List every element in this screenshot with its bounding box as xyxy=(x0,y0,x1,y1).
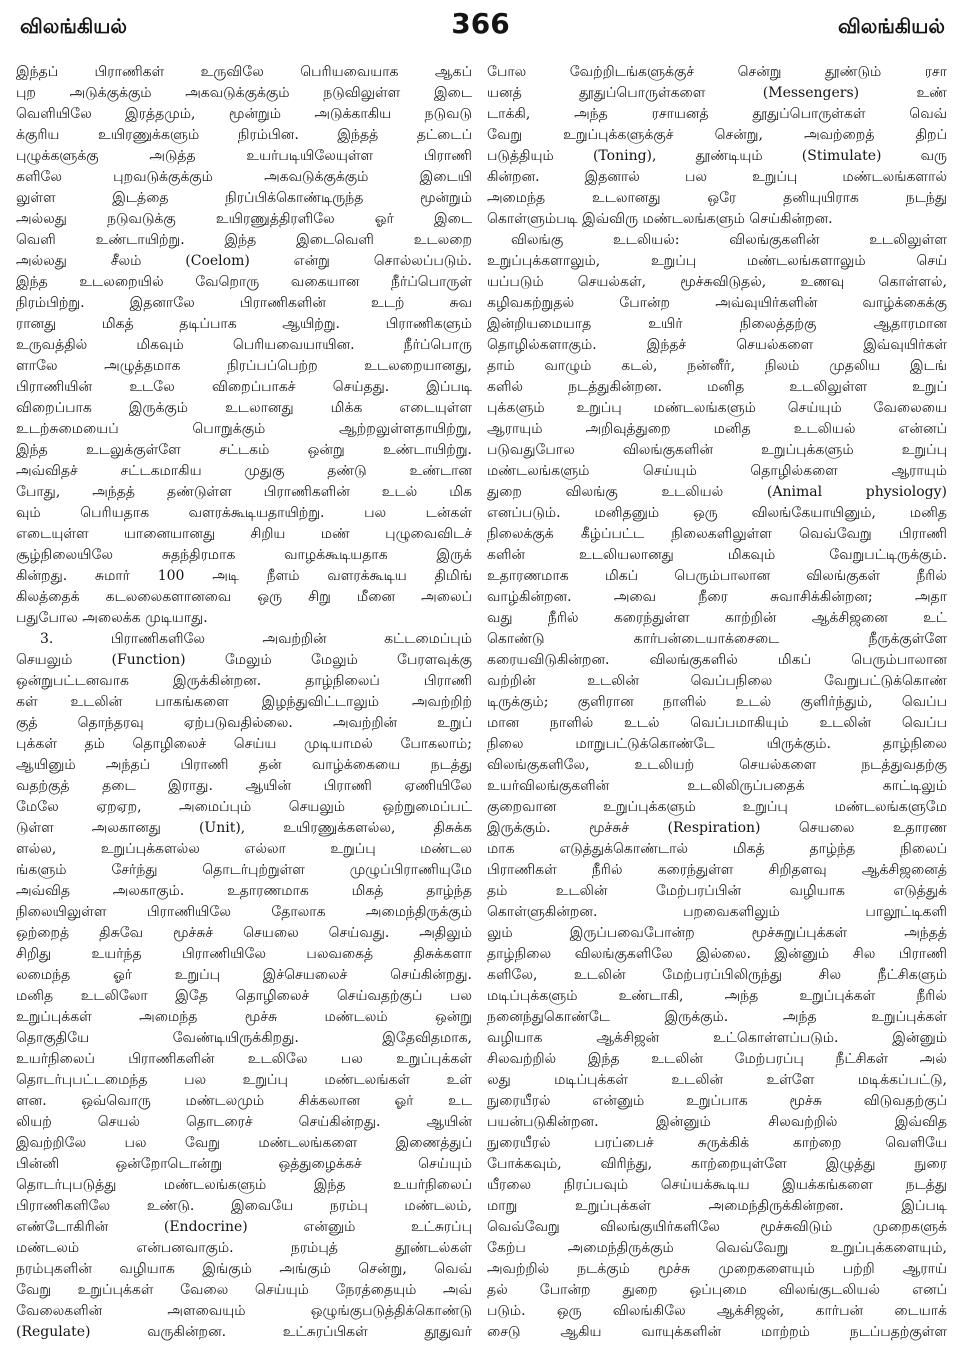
text-line: தொடர்புபட்டமைந்த பல உறுப்பு மண்டலங்கள் உள் xyxy=(16,1072,472,1088)
text-line: எனப்படும். மனிதனும் ஒரு விலங்கேயாயினும், மனித xyxy=(487,505,947,521)
text-line: பிராணிகள் நீரில் கரைந்துள்ள சிறிதளவு ஆக்சிஜனைத் xyxy=(487,862,947,878)
text-line: அமைந்த உடலானது ஒரே தனியுயிராக நடந்து xyxy=(487,190,947,206)
text-line: பயன்படுகின்றன. இன்னும் சிலவற்றில் இவ்வித xyxy=(487,1114,947,1130)
text-line: இந்தப் பிராணிகள் உருவிலே பெரியவையாக ஆகப் xyxy=(16,64,472,80)
text-line: அல்லது நடுவடுக்கு உயிரணுத்திரளிலே ஓர் இடை xyxy=(16,211,472,227)
text-line: மாக எடுத்துக்கொண்டால் மிகத் தாழ்ந்த நிலைப் xyxy=(487,841,947,857)
text-line: தம் உடலின் மேற்பரப்பின் வழியாக எடுத்துக் xyxy=(487,883,947,899)
text-line: உருவத்தில் மிகவும் பெரியவையாயின. நீர்ப்பொரு xyxy=(16,337,472,353)
text-line: ஆயினும் அந்தப் பிராணி தன் வாழ்க்கையை நடத்து xyxy=(16,757,472,773)
text-line: தாழ்நிலை விலங்குகளிலே இல்லை. இன்னும் சில பிராணி xyxy=(487,946,947,962)
text-line: குறைவான உறுப்புக்களும் உறுப்பு மண்டலங்களுமே xyxy=(487,799,947,815)
text-line: அவ்வித அலகாகும். உதாரணமாக மிகத் தாழ்ந்த xyxy=(16,883,472,899)
text-line: படுத்தியும் (Toning), தூண்டியும் (Stimulate) வரு xyxy=(487,148,947,164)
text-line: கின்றது. சுமார் 100 அடி நீளம் வளரக்கூடிய திமிங் xyxy=(16,568,472,584)
text-line: நிரம்பிற்று. இதனாலே பிராணிகளின் உடற் சுவ xyxy=(16,295,472,311)
text-line: சைடு ஆகிய வாயுக்களின் மாற்றம் நடப்பதற்குள்ள xyxy=(487,1324,947,1340)
text-line: போக்கவும், விரிந்து, காற்றையுள்ளே இழுத்து நுரை xyxy=(487,1156,947,1172)
text-line: டிருக்கும்; குளிரான நாளில் உடல் குளிர்ந்தும், வெப்ப xyxy=(487,694,947,710)
text-line: வும் பெரியதாக வளரக்கூடியதாயிற்று. பல டன்கள் xyxy=(16,505,472,521)
text-line: நரம்புகளின் வழியாக இங்கும் அங்கும் சென்று, வெவ் xyxy=(16,1261,472,1277)
text-line: மாறு உறுப்புக்கள் அமைந்திருக்கின்றன. இப்படி xyxy=(487,1198,947,1214)
text-line: புக்கள் தம் தொழிலைச் செய்ய முடியாமல் போகலாம்; xyxy=(16,736,472,752)
text-line: வேலைகளின் அளவையும் ஒழுங்குபடுத்திக்கொண்டு xyxy=(16,1303,472,1319)
text-line: ளல்ல, உறுப்புக்களல்ல எல்லா உறுப்பு மண்டல xyxy=(16,841,472,857)
text-line: சிறிது உயர்ந்த பிராணியிலே பலவகைத் திசுக்களா xyxy=(16,946,472,962)
text-line: வேறு உறுப்புக்களுக்குச் சென்று, அவற்றைத் திறப் xyxy=(487,127,947,143)
text-line: இவற்றிலே பல வேறு மண்டலங்களை இணைத்துப் xyxy=(16,1135,472,1151)
text-line: கள் உடலின் பாகங்களை இழந்துவிட்டாலும் அவற்றிற் xyxy=(16,694,472,710)
paragraph xyxy=(487,62,947,230)
text-line: நிலைக்குக் கீழ்ப்பட்ட நிலைகளிலுள்ள வெவ்வேறு பிராணி xyxy=(487,526,947,542)
text-line: யனத் தூதுப்பொருள்களை (Messengers) உண் xyxy=(487,85,947,101)
text-line: விலங்கு உடலியல்: விலங்குகளின் உடலிலுள்ள xyxy=(511,232,947,248)
text-line: வெளியிலே இரத்தமும், மூன்றும் அடுக்காகிய நடுவடு xyxy=(16,106,472,122)
text-line: உயர்விலங்குகளின் உடலிலிருப்பதைக் காட்டிலும் xyxy=(487,778,947,794)
text-line: கேற்ப அமைந்திருக்கும் வெவ்வேறு உறுப்புக்களையும், xyxy=(487,1240,947,1256)
left-column xyxy=(16,62,472,1352)
running-head-left: விலங்கியல் xyxy=(20,14,128,38)
text-line: வழியாக ஆக்சிஜன் உட்கொள்ளப்படும். இன்னும் xyxy=(487,1030,947,1046)
text-line: லியற் செயல் தொடரைச் செய்கின்றது. ஆயின் xyxy=(16,1114,472,1130)
text-line: வாழ்கின்றன. அவை நீரை சுவாசிக்கின்றன; அதா xyxy=(487,589,947,605)
text-line: ளன. ஒவ்வொரு மண்டலமும் சிக்கலான ஓர் உட xyxy=(16,1093,472,1109)
text-line: வேறு உறுப்புக்கள் வேலை செய்யும் நேரத்தையும் அவ் xyxy=(16,1282,472,1298)
text-line: அவற்றில் நடக்கும் மூச்சு முறைகளையும் பற்றி ஆராய் xyxy=(487,1261,947,1277)
text-line: நனைந்துகொண்டே இருக்கும். அந்த உறுப்புக்கள் xyxy=(487,1009,947,1025)
text-line: ங்களும் சேர்ந்து தொடர்புற்றுள்ள முழுப்பிராணியுமே xyxy=(16,862,472,878)
text-line: தொழில்களாகும். இந்தச் செயல்களை இவ்வுயிர்கள் xyxy=(487,337,947,353)
text-line: லது மடிப்புக்கள் உடலின் உள்ளே மடிக்கப்பட்டு, xyxy=(487,1072,947,1088)
text-line: களிலே புறவடுக்குக்கும் அகவடுக்குக்கும் இடையி xyxy=(16,169,472,185)
text-line: (Regulate) வருகின்றன. உட்சுரப்பிகள் தூதுவர் xyxy=(16,1324,472,1340)
text-line: செயலும் (Function) மேலும் மேலும் பேரளவுக்கு xyxy=(16,652,472,668)
text-line: இன்றியமையாத உயிர் நிலைத்தற்கு ஆதாரமான xyxy=(487,316,947,332)
text-line: துறை விலங்கு உடலியல் (Animal physiology) xyxy=(487,484,947,500)
text-line: கொள்ளும்படி இவ்விரு மண்டலங்களும் செய்கின்றன. xyxy=(487,211,833,227)
text-line: உறுப்புக்களாலும், உறுப்பு மண்டலங்களாலும் செய் xyxy=(487,253,947,269)
text-line: விறைப்பாக இருக்கும் உடலானது மிக்க எடையுள்ள xyxy=(16,400,472,416)
text-line: எடையுள்ள யானையானது சிறிய மண் புழுவைவிடச் xyxy=(16,526,472,542)
text-line: ளாலே அழுத்தமாக நிரப்பப்பெற்ற உடலறையானது, xyxy=(16,358,472,374)
text-line: மேலே ஏறஏற, அமைப்பும் செயலும் ஒற்றுமைப்பட் xyxy=(16,799,472,815)
text-line: உயர்நிலைப் பிராணிகளின் உடலிலே பல உறுப்புக்கள் xyxy=(16,1051,472,1067)
text-line: கொள்ளுகின்றன. பறவைகளிலும் பாலூட்டிகளி xyxy=(487,904,947,920)
text-line: தாம் வாழும் கடல், நன்னீர், நிலம் முதலிய இடங் xyxy=(487,358,947,374)
text-line: கழிவகற்றுதல் போன்ற அவ்வுயிர்களின் வாழ்க்கைக்கு xyxy=(487,295,947,311)
text-line: களிலே, உடலின் மேற்பரப்பிலிருந்து சில நீட்சிகளும் xyxy=(487,967,947,983)
text-line: டுள்ள அலகானது (Unit), உயிரணுக்களல்ல, திசுக்க xyxy=(16,820,472,836)
text-line: டாக்கி, அந்த ரசாயனத் தூதுப்பொருள்கள் வெவ் xyxy=(487,106,947,122)
text-line: அல்லது சீலம் (Coelom) என்று சொல்லப்படும். xyxy=(16,253,472,269)
text-line: 3. பிராணிகளிலே அவற்றின் கட்டமைப்பும் xyxy=(40,631,472,647)
text-line: பிராணிகளிலே உண்டு. இவையே நரம்பு மண்டலம், xyxy=(16,1198,472,1214)
text-line: அவ்விதச் சட்டகமாகிய முதுகு தண்டு உண்டான xyxy=(16,463,472,479)
text-line: புழுக்களுக்கு அடுத்த உயர்படியிலேயுள்ள பிராணி xyxy=(16,148,472,164)
text-line: க்குரிய உயிரணுக்களும் நிரம்பின. இந்தத் தட்டைப் xyxy=(16,127,472,143)
text-line: லுள்ள இடத்தை நிரப்பிக்கொண்டிருந்த மூன்றும் xyxy=(16,190,472,206)
running-head-right: விலங்கியல் xyxy=(837,14,945,38)
text-line: லும் இருப்பவைபோன்ற மூச்சுறுப்புக்கள் அந்தத் xyxy=(487,925,947,941)
text-line: இருக்கும். மூச்சுச் (Respiration) செயலை உதாரண xyxy=(487,820,947,836)
text-line: யப்படும் செயல்கள், மூச்சுவிடுதல், உணவு கொள்ளல், xyxy=(487,274,947,290)
text-line: கரையவிடுகின்றன. விலங்குகளில் மிகப் பெரும்பாலான xyxy=(487,652,947,668)
text-line: வெவ்வேறு விலங்குயிர்களிலே மூச்சுவிடும் முறைகளுக் xyxy=(487,1219,947,1235)
text-line: வெளி உண்டாயிற்று. இந்த இடைவெளி உடலறை xyxy=(16,232,472,248)
text-line: மடிப்புக்களும் உண்டாகி, அந்த உறுப்புக்கள் நீரில் xyxy=(487,988,947,1004)
text-line: நுரையீரல் பரப்பைச் சுருக்கிக் காற்றை வெளியே xyxy=(487,1135,947,1151)
text-line: பிராணியின் உடலே விறைப்பாகச் செய்தது. இப்படி xyxy=(16,379,472,395)
text-line: தொகுதியே வேண்டியிருக்கிறது. இதேவிதமாக, xyxy=(16,1030,472,1046)
text-line: வதற்குத் தடை இராது. ஆயின் பிராணி ஏணியிலே xyxy=(16,778,472,794)
text-line: கொண்டு கார்பன்டையாக்சைடை நீருக்குள்ளே xyxy=(487,631,947,647)
text-line: பின்னி ஒன்றோடொன்று ஒத்துழைக்கச் செய்யும் xyxy=(16,1156,472,1172)
text-line: நுரையீரல் என்னும் உறுப்பாக மூச்சு விடுவதற்குப் xyxy=(487,1093,947,1109)
text-line: மனித உடலிலோ இதே தொழிலைச் செய்வதற்குப் பல xyxy=(16,988,472,1004)
text-line: வது நீரில் கரைந்துள்ள காற்றின் ஆக்சிஜனை உட் xyxy=(487,610,947,626)
text-line: புற அடுக்குக்கும் அகவடுக்குக்கும் நடுவிலுள்ள இடை xyxy=(16,85,472,101)
paragraph xyxy=(16,629,472,1343)
text-line: ஒன்றுபட்டனவாக இருக்கின்றன. தாழ்நிலைப் பிராணி xyxy=(16,673,472,689)
text-line: தொடர்புபடுத்து மண்டலங்களும் இந்த உயர்நிலைப் xyxy=(16,1177,472,1193)
text-line: சிலவற்றில் இந்த உடலின் மேற்பரப்பு நீட்சிகள் அல் xyxy=(487,1051,947,1067)
text-line: வற்றின் உடலின் வெப்பநிலை வேறுபட்டுக்கொண் xyxy=(487,673,947,689)
text-line: போல வேற்றிடங்களுக்குச் சென்று தூண்டும் ரசா xyxy=(487,64,947,80)
text-line: ஒற்றைத் திசுவே மூச்சுச் செயலை செய்வது. அதிலும் xyxy=(16,925,472,941)
text-line: உறுப்புக்கள் அமைந்த மூச்சு மண்டலம் ஒன்று xyxy=(16,1009,472,1025)
text-line: நிலையிலுள்ள பிராணியிலே தோலாக அமைந்திருக்கும் xyxy=(16,904,472,920)
text-line: சூழ்நிலையிலே சுதந்திரமாக வாழக்கூடியதாக இருக் xyxy=(16,547,472,563)
text-line: உதாரணமாக மிகப் பெரும்பாலான விலங்குகள் நீரில் xyxy=(487,568,947,584)
text-line: விலங்குகளிலே, உடலியற் செயல்களை நடத்துவதற்கு xyxy=(487,757,947,773)
paragraph xyxy=(487,230,947,1343)
text-line: புக்களும் உறுப்பு மண்டலங்களும் செய்யும் வேலையை xyxy=(487,400,947,416)
text-line: ரானது மிகத் தடிப்பாக ஆயிற்று. பிராணிகளும் xyxy=(16,316,472,332)
text-line: படும். ஒரு விலங்கிலே ஆக்சிஜன், கார்பன் டையாக் xyxy=(487,1303,947,1319)
text-line: எண்டோகிரின் (Endocrine) என்னும் உட்சுரப்பு xyxy=(16,1219,472,1235)
text-line: இந்த உடலுக்குள்ளே சட்டகம் ஒன்று உண்டாயிற்று. xyxy=(16,442,472,458)
text-line: கிலத்தைக் கடலலைகளானவை ஒரு சிறு மீனை அலைப் xyxy=(16,589,472,605)
text-line: மண்டலங்களும் செய்யும் தொழில்களை ஆராயும் xyxy=(487,463,947,479)
text-line: இந்த உடலறையில் வேறொரு வகையான நீர்ப்பொருள் xyxy=(16,274,472,290)
text-line: லமைந்த ஓர் உறுப்பு இச்செயலைச் செய்கின்றது. xyxy=(16,967,472,983)
text-line: உடற்சுமையைப் பொறுக்கும் ஆற்றலுள்ளதாயிற்று, xyxy=(16,421,472,437)
text-line: தல் போன்ற துறை ஒப்புமை விலங்குடலியல் எனப் xyxy=(487,1282,947,1298)
text-line: களின் உடலியலானது மிகவும் வேறுபட்டிருக்கும். xyxy=(487,547,947,563)
right-column xyxy=(487,62,947,1352)
text-line: பதுபோல அலைக்க முடியாது. xyxy=(16,610,208,626)
text-line: நிலை மாறுபட்டுக்கொண்டே யிருக்கும். தாழ்நிலை xyxy=(487,736,947,752)
text-line: களில் நடத்துகின்றன. மனித உடலிலுள்ள உறுப் xyxy=(487,379,947,395)
text-line: மண்டலம் என்பனவாகும். நரம்புத் தூண்டல்கள் xyxy=(16,1240,472,1256)
text-line: போது, அந்தத் தண்டுள்ள பிராணிகளின் உடல் மிக xyxy=(16,484,472,500)
text-line: ஆராயும் அறிவுத்துறை மனித உடலியல் என்னப் xyxy=(487,421,947,437)
text-line: மான நாளில் உடல் வெப்பமாகியும் உடலின் வெப்ப xyxy=(487,715,947,731)
text-line: யீரலை நிரப்பவும் செய்யக்கூடிய இயக்கங்களை நடத்து xyxy=(487,1177,947,1193)
text-line: படுவதுபோல விலங்குகளின் உறுப்புக்களும் உறுப்பு xyxy=(487,442,947,458)
paragraph xyxy=(16,62,472,629)
text-line: குத் தொந்தரவு ஏற்படுவதில்லை. அவற்றின் உறுப் xyxy=(16,715,472,731)
page-number: 366 xyxy=(451,7,510,40)
text-line: கின்றன. இதனால் பல உறுப்பு மண்டலங்களால் xyxy=(487,169,947,185)
